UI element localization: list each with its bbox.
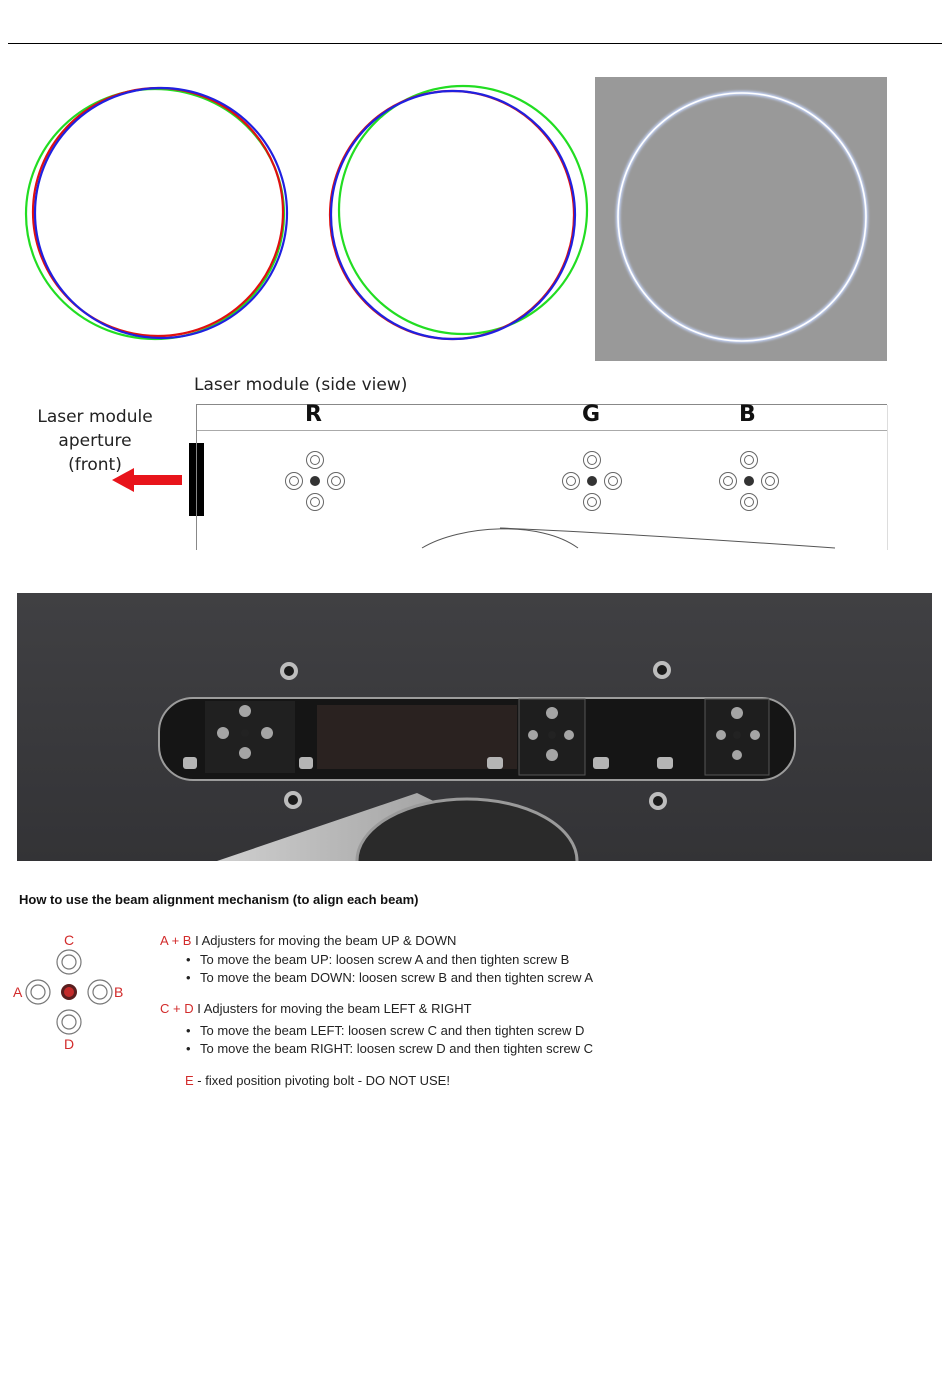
projected-ring-photo [595, 77, 887, 361]
aperture-label-line3: (front) [68, 455, 122, 475]
note-key: E [185, 1073, 194, 1088]
section-key: C + D [160, 1001, 194, 1016]
aperture-label-line2: aperture [58, 431, 132, 451]
page-top-rule [8, 43, 942, 44]
note-text: - fixed position pivoting bolt - DO NOT USE! [197, 1073, 450, 1088]
note-fixed-bolt [185, 1073, 450, 1088]
adjuster-diagram [24, 946, 114, 1038]
ring-figure-misaligned [325, 82, 593, 346]
aperture-label-line1: Laser module [37, 407, 153, 427]
screw-cluster-g [560, 449, 624, 513]
section-up-down [160, 932, 760, 987]
section-heading: I Adjusters for moving the beam LEFT & RIGHT [197, 1001, 472, 1016]
list-item: • To move the beam LEFT: loosen screw C and then tighten screw D [184, 1022, 760, 1040]
list-item: • To move the beam UP: loosen screw A and then tighten screw B [184, 951, 760, 969]
screw-cluster-b [717, 449, 781, 513]
channel-label-b: B [739, 402, 756, 427]
label-a: A [13, 984, 23, 1000]
section-heading: I Adjusters for moving the beam UP & DOWN [195, 933, 457, 948]
label-d: D [64, 1036, 75, 1052]
section-key: A + B [160, 933, 192, 948]
laser-module-photo [17, 593, 932, 861]
ring-figure-aligned [22, 82, 294, 346]
channel-label-g: G [582, 402, 601, 427]
list-item: • To move the beam DOWN: loosen screw B and then tighten screw A [184, 969, 760, 987]
screw-cluster-r [283, 449, 347, 513]
module-housing-curve [420, 520, 840, 552]
label-b: B [114, 984, 124, 1000]
ring-green [339, 86, 587, 334]
label-c: C [64, 932, 75, 948]
channel-label-r: R [305, 402, 322, 427]
list-item: • To move the beam RIGHT: loosen screw D and then tighten screw C [184, 1040, 760, 1058]
section-left-right [160, 1000, 760, 1058]
aperture-arrow [112, 466, 184, 494]
howto-title: How to use the beam alignment mechanism (to align each beam) [19, 892, 419, 907]
side-view-title: Laser module (side view) [194, 375, 408, 395]
